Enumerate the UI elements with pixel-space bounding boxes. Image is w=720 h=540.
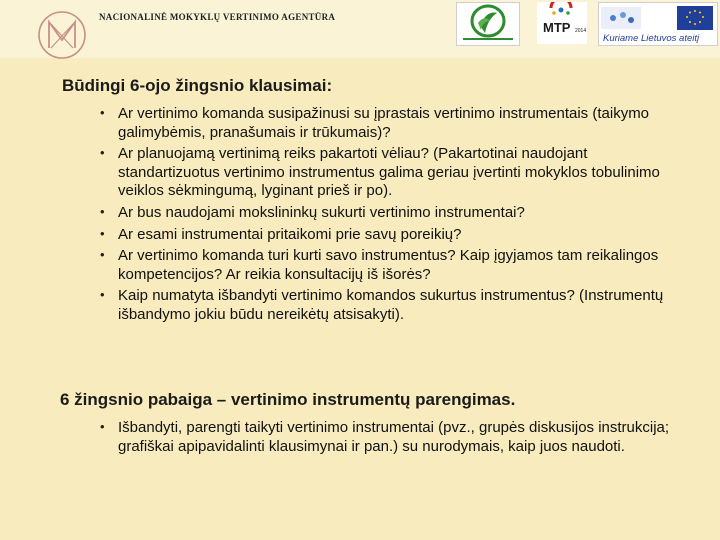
list-item: • Išbandyti, parengti taikyti vertinimo instrumentai (pvz., grupės diskusijos instrukcija; grafiškai apipavidalinti klausimynai ir pan.) su nurodymais, kaip juos naudoti. [0, 419, 678, 456]
eu-banner-text: Kuriame Lietuvos ateitį [603, 33, 700, 44]
section2-title: 6 žingsnio pabaiga – vertinimo instrumentų parengimas. [60, 390, 516, 409]
eu-banner-art [599, 3, 717, 45]
agency-name: NACIONALINĖ MOKYKLŲ VERTINIMO AGENTŪRA [99, 12, 336, 22]
list-item: • Kaip numatyta išbandyti vertinimo komandos sukurtus instrumentus? (Instrumentų išbandymo jokiu būdu nereikėtų atsisakyti). [0, 287, 678, 324]
list-item: • Ar bus naudojami mokslininkų sukurti vertinimo instrumentai? [0, 204, 678, 223]
list-item: • Ar vertinimo komanda susipažinusi su įprastais vertinimo instrumentais (taikymo galimybėmis, pranašumais ir trūkumais)? [0, 105, 678, 142]
mtp-text: MTP [543, 20, 571, 35]
mtp-mark-icon [537, 2, 587, 44]
list-item: • Ar esami instrumentai pritaikomi prie savų poreikių? [0, 226, 678, 245]
section1-bullet-list [0, 105, 678, 328]
eu-funds-banner [598, 2, 718, 46]
eu-flag-icon [677, 6, 713, 30]
svietimo-fondas-logo [456, 2, 520, 46]
mtp-logo [537, 2, 587, 44]
list-item: • Ar vertinimo komanda turi kurti savo instrumentus? Kaip įgyjamos tam reikalingos kompetencijos? Ar reikia konsultacijų iš išorės? [0, 247, 678, 284]
header-band [0, 0, 720, 58]
mtp-sub: 2014 [575, 28, 587, 34]
leaf-icon [457, 3, 519, 45]
agency-emblem-icon [37, 10, 87, 60]
section2-bullet-list [0, 419, 678, 459]
section1-title: Būdingi 6-ojo žingsnio klausimai: [62, 76, 333, 95]
list-item: • Ar planuojamą vertinimą reiks pakartoti vėliau? (Pakartotinai naudojant standartizuotus vertinimo instrumentus galima geriau įvertinti mokyklos tobulinimo veiklos sėkmingumą, lyginant prieš ir po). [0, 145, 678, 201]
